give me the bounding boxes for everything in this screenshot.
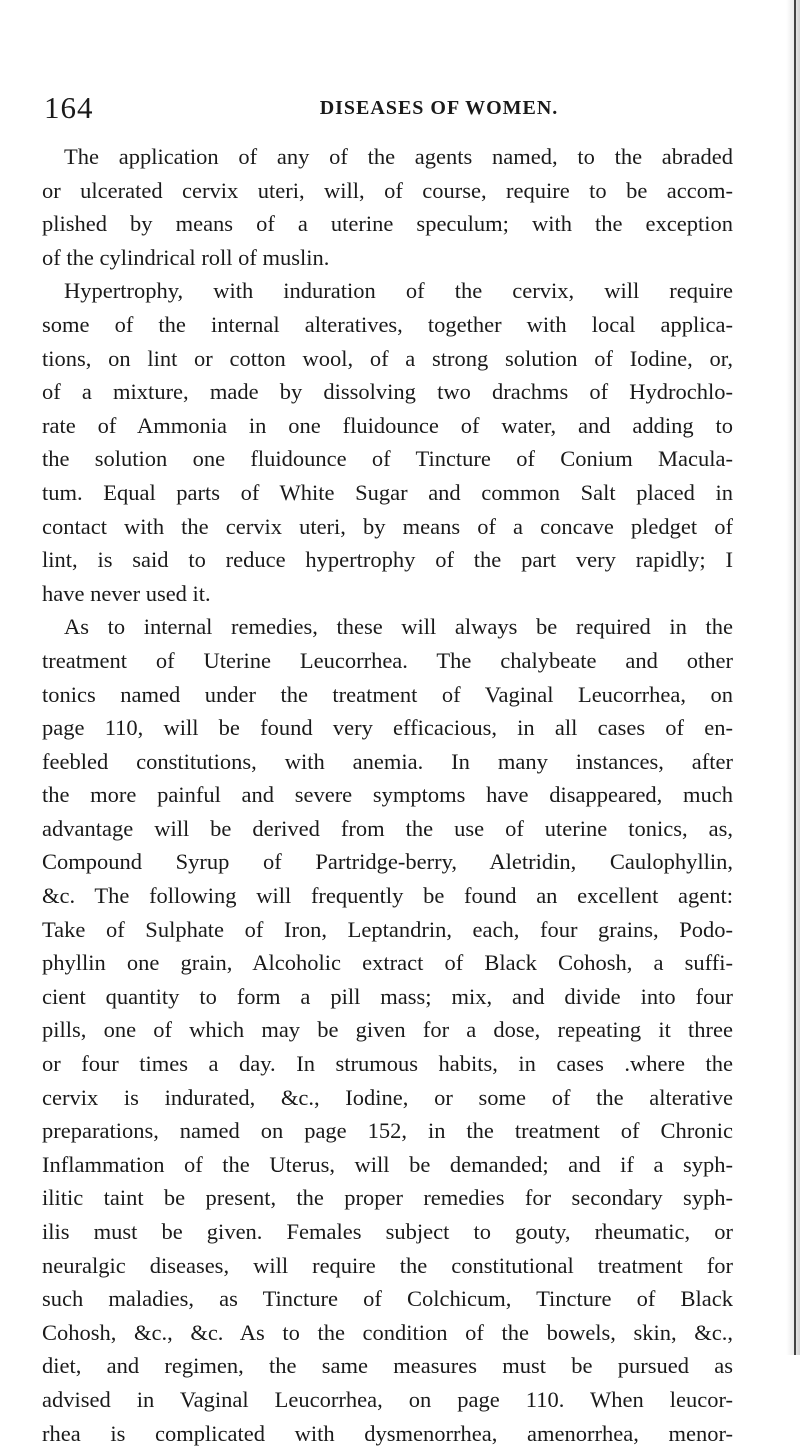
page-edge-rule (794, 0, 796, 1355)
text-line: preparations, named on page 152, in the treatment of Chronic (42, 1118, 733, 1144)
text-line: tions, on lint or cotton wool, of a strong solution of Iodine, or, (42, 345, 733, 371)
text-line: Inflammation of the Uterus, will be demanded; and if a syph- (42, 1151, 733, 1177)
text-line: or four times a day. In strumous habits, in cases .where the (42, 1051, 733, 1077)
text-line: neuralgic diseases, will require the constitutional treatment for (42, 1252, 733, 1278)
text-line: page 110, will be found very efficacious, in all cases of en- (42, 715, 733, 741)
text-line: the more painful and severe symptoms have disappeared, much (42, 782, 733, 808)
text-line: such maladies, as Tincture of Colchicum, Tincture of Black (42, 1286, 733, 1312)
text-line: Cohosh, &c., &c. As to the condition of the bowels, skin, &c., (42, 1319, 733, 1345)
text-line: of a mixture, made by dissolving two drachms of Hydrochlo- (42, 379, 733, 405)
body-text (42, 140, 733, 1450)
text-line: As to internal remedies, these will always be required in the (64, 614, 733, 640)
text-line: advised in Vaginal Leucorrhea, on page 110. When leucor- (42, 1386, 733, 1412)
text-line: or ulcerated cervix uteri, will, of course, require to be accom- (42, 177, 733, 203)
text-line: contact with the cervix uteri, by means of a concave pledget of (42, 513, 733, 539)
page-number: 164 (44, 90, 94, 125)
text-line: The application of any of the agents named, to the abraded (64, 144, 733, 169)
text-line: ilis must be given. Females subject to gouty, rheumatic, or (42, 1219, 733, 1244)
text-line: diet, and regimen, the same measures must be pursued as (42, 1353, 733, 1379)
text-line: advantage will be derived from the use of uterine tonics, as, (42, 815, 733, 841)
text-line: Take of Sulphate of Iron, Leptandrin, each, four grains, Podo- (42, 916, 733, 942)
text-line: of the cylindrical roll of muslin. (42, 244, 330, 270)
text-line: ilitic taint be present, the proper remedies for secondary syph- (42, 1185, 733, 1211)
text-line: some of the internal alteratives, together with local applica- (42, 311, 733, 337)
text-line: lint, is said to reduce hypertrophy of the part very rapidly; I (42, 547, 733, 573)
text-line: feebled constitutions, with anemia. In many instances, after (42, 748, 733, 774)
text-line: pills, one of which may be given for a dose, repeating it three (42, 1017, 733, 1043)
running-head: DISEASES OF WOMEN. (319, 97, 559, 119)
text-line: phyllin one grain, Alcoholic extract of Black Cohosh, a suffi- (42, 950, 733, 976)
text-line: cervix is indurated, &c., Iodine, or some of the alterative (42, 1084, 733, 1110)
text-line: tonics named under the treatment of Vaginal Leucorrhea, on (42, 681, 733, 707)
text-line: cient quantity to form a pill mass; mix, and divide into four (42, 983, 733, 1009)
text-line: rhea is complicated with dysmenorrhea, amenorrhea, menor- (42, 1420, 733, 1446)
text-line: treatment of Uterine Leucorrhea. The chalybeate and other (42, 647, 733, 673)
page-header (44, 88, 734, 128)
text-line: Compound Syrup of Partridge-berry, Aletridin, Caulophyllin, (42, 849, 733, 875)
text-line: &c. The following will frequently be found an excellent agent: (42, 883, 733, 909)
text-line: plished by means of a uterine speculum; with the exception (42, 211, 733, 237)
text-line: Hypertrophy, with induration of the cervix, will require (64, 278, 733, 304)
text-line: the solution one fluidounce of Tincture of Conium Macula- (42, 446, 733, 472)
text-line: have never used it. (42, 580, 211, 606)
text-line: tum. Equal parts of White Sugar and common Salt placed in (42, 479, 733, 505)
text-line: rate of Ammonia in one fluidounce of water, and adding to (42, 412, 733, 438)
page-edge-shadow (786, 0, 800, 1355)
